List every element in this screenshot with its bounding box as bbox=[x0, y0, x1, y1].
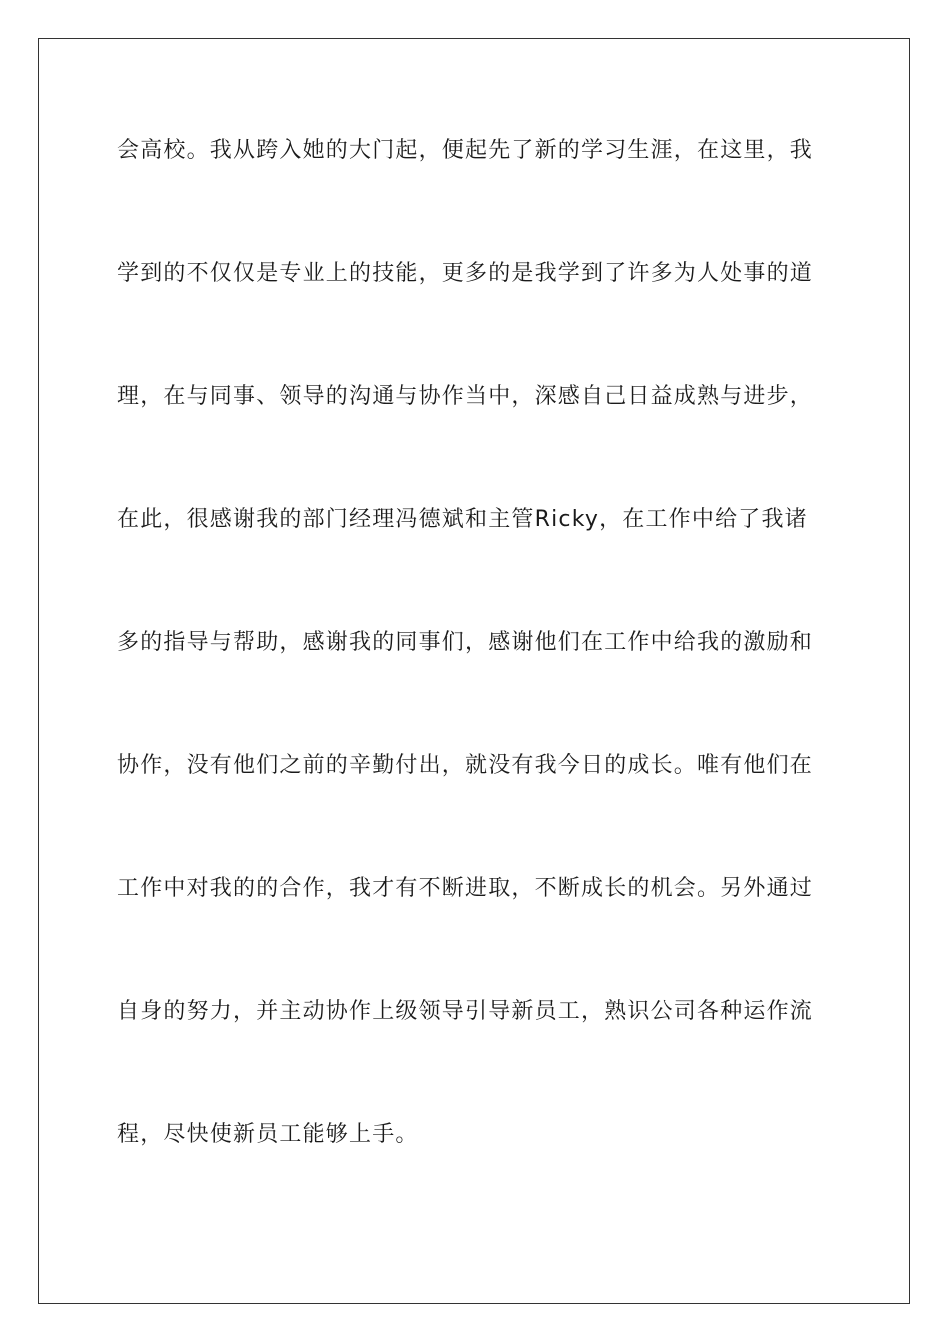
text-line: 会高校。我从跨入她的大门起，便起先了新的学习生涯，在这里，我 bbox=[117, 138, 814, 163]
text-line: 在此，很感谢我的部门经理冯德斌和主管Ricky，在工作中给了我诸 bbox=[117, 507, 808, 532]
text-line: 自身的努力，并主动协作上级领导引导新员工，熟识公司各种运作流 bbox=[117, 999, 814, 1024]
text-line: 多的指导与帮助，感谢我的同事们，感谢他们在工作中给我的激励和 bbox=[117, 630, 814, 655]
text-line: 理，在与同事、领导的沟通与协作当中，深感自己日益成熟与进步， bbox=[117, 384, 814, 409]
text-line: 协作，没有他们之前的辛勤付出，就没有我今日的成长。唯有他们在 bbox=[117, 753, 814, 778]
document-body bbox=[117, 128, 837, 1235]
text-line: 学到的不仅仅是专业上的技能，更多的是我学到了许多为人处事的道 bbox=[117, 261, 814, 286]
text-line: 工作中对我的的合作，我才有不断进取，不断成长的机会。另外通过 bbox=[117, 876, 814, 901]
text-line: 程，尽快使新员工能够上手。 bbox=[117, 1122, 419, 1147]
